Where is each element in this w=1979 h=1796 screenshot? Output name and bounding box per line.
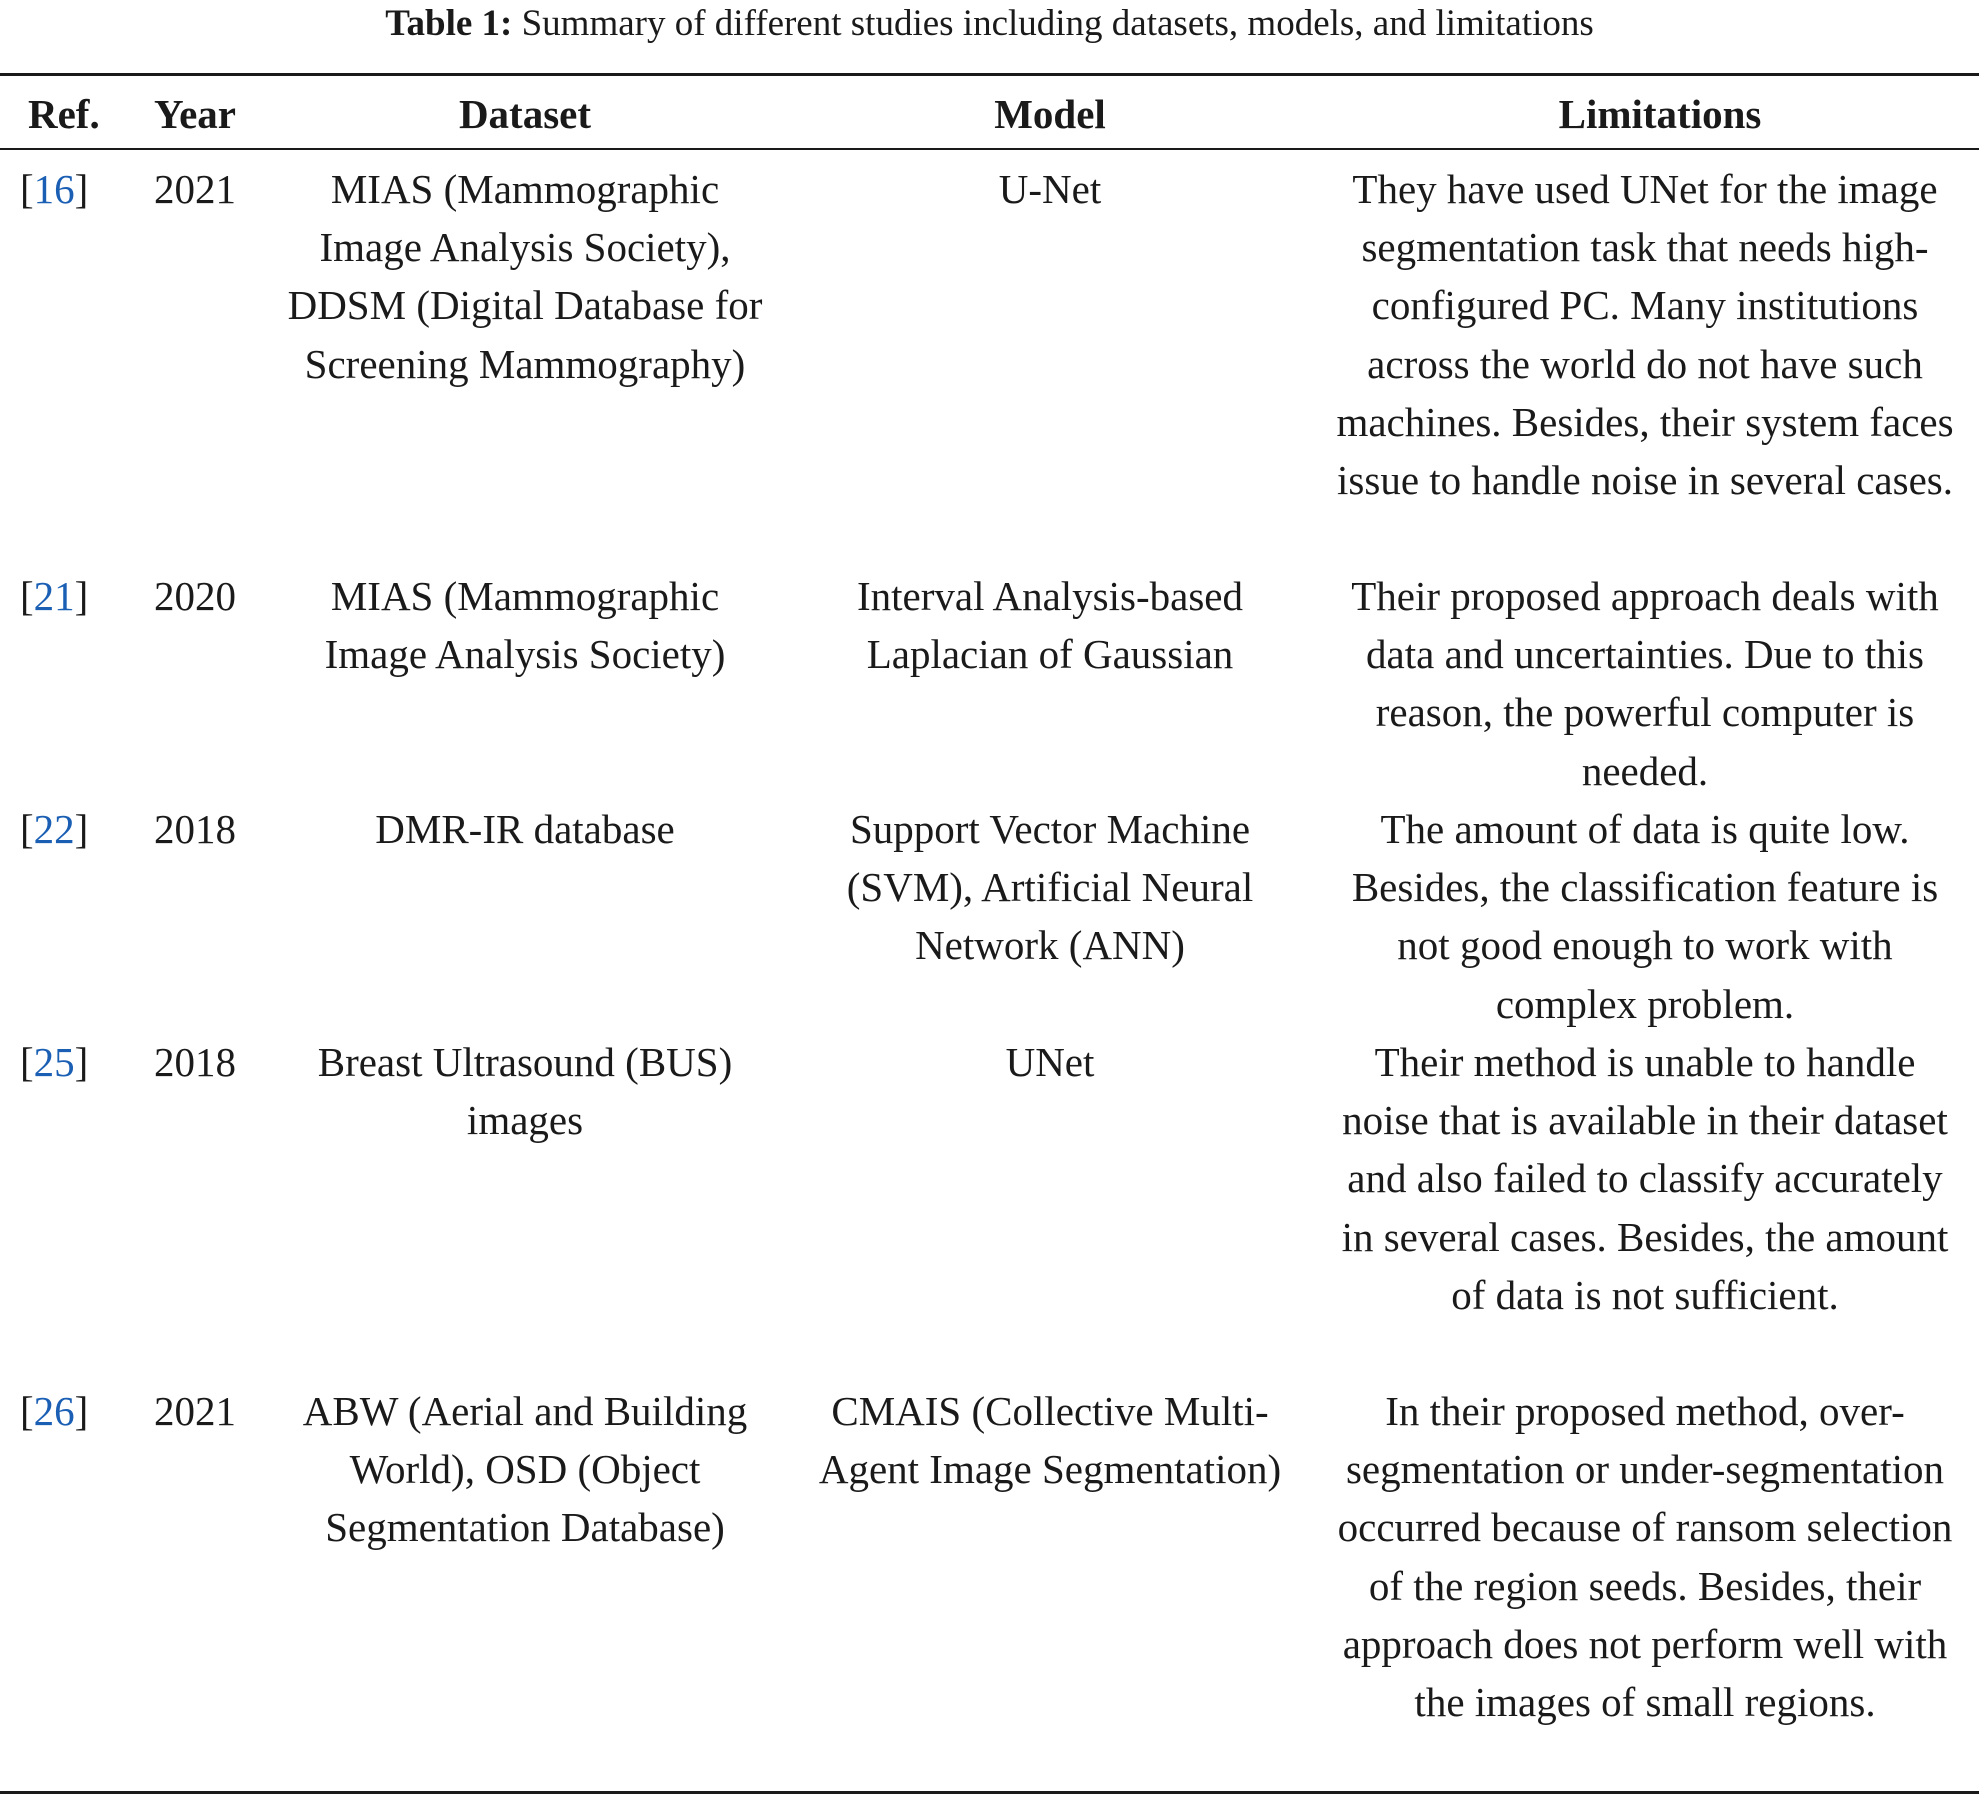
dataset-cell: MIAS (Mammographic Image Analysis Society) [324,573,726,678]
citation-link[interactable]: 16 [33,166,75,212]
header-limitations: Limitations [1558,91,1762,137]
header-dataset: Dataset [458,91,592,137]
year-cell: 2021 [154,1388,236,1434]
ref-cell: [26] [20,1388,89,1434]
model-cell: UNet [1005,1039,1095,1085]
year-cell: 2021 [154,166,236,212]
citation-link[interactable]: 25 [33,1039,75,1085]
model-cell: Interval Analysis-based Laplacian of Gaussian [857,573,1243,678]
table-header-rule [0,148,1979,150]
limitations-cell: Their method is unable to handle noise that is available in their dataset and also failed to classify accurately in several cases. Besides, the amount of data is not sufficient. [1341,1039,1949,1318]
citation-link[interactable]: 26 [33,1388,75,1434]
dataset-cell: Breast Ultrasound (BUS) images [317,1039,733,1144]
header-year: Year [154,91,236,137]
model-cell: CMAIS (Collective Multi-Agent Image Segmentation) [818,1388,1282,1493]
caption-label: Table 1: [385,3,513,44]
table-bottom-rule [0,1791,1979,1794]
dataset-cell: DMR-IR database [375,806,675,852]
ref-cell: [25] [20,1039,89,1085]
ref-cell: [22] [20,806,89,852]
model-cell: Support Vector Machine (SVM), Artificial Neural Network (ANN) [846,806,1254,969]
header-ref: Ref. [28,91,100,137]
year-cell: 2018 [154,1039,236,1085]
year-cell: 2018 [154,806,236,852]
year-cell: 2020 [154,573,236,619]
limitations-cell: Their proposed approach deals with data and uncertainties. Due to this reason, the powerful computer is needed. [1351,573,1939,794]
ref-cell: [21] [20,573,89,619]
limitations-cell: They have used UNet for the image segmentation task that needs high-configured PC. Many institutions across the world do not have such machines. Besides, their system faces issue to handle noise in several cases. [1336,166,1954,504]
limitations-cell: In their proposed method, over-segmentation or under-segmentation occurred because of ransom selection of the region seeds. Besides, their approach does not perform well with the images of small regions. [1337,1388,1953,1726]
citation-link[interactable]: 22 [33,806,75,852]
caption-text: Summary of different studies including datasets, models, and limitations [512,3,1594,44]
table-caption [0,2,1979,46]
ref-cell: [16] [20,166,89,212]
dataset-cell: ABW (Aerial and Building World), OSD (Object Segmentation Database) [302,1388,748,1551]
limitations-cell: The amount of data is quite low. Besides, the classification feature is not good enough to work with complex problem. [1351,806,1939,1027]
dataset-cell: MIAS (Mammographic Image Analysis Society), DDSM (Digital Database for Screening Mammography) [287,166,763,387]
citation-link[interactable]: 21 [33,573,75,619]
model-cell: U-Net [998,166,1102,212]
table-top-rule [0,73,1979,76]
header-model: Model [994,91,1106,137]
